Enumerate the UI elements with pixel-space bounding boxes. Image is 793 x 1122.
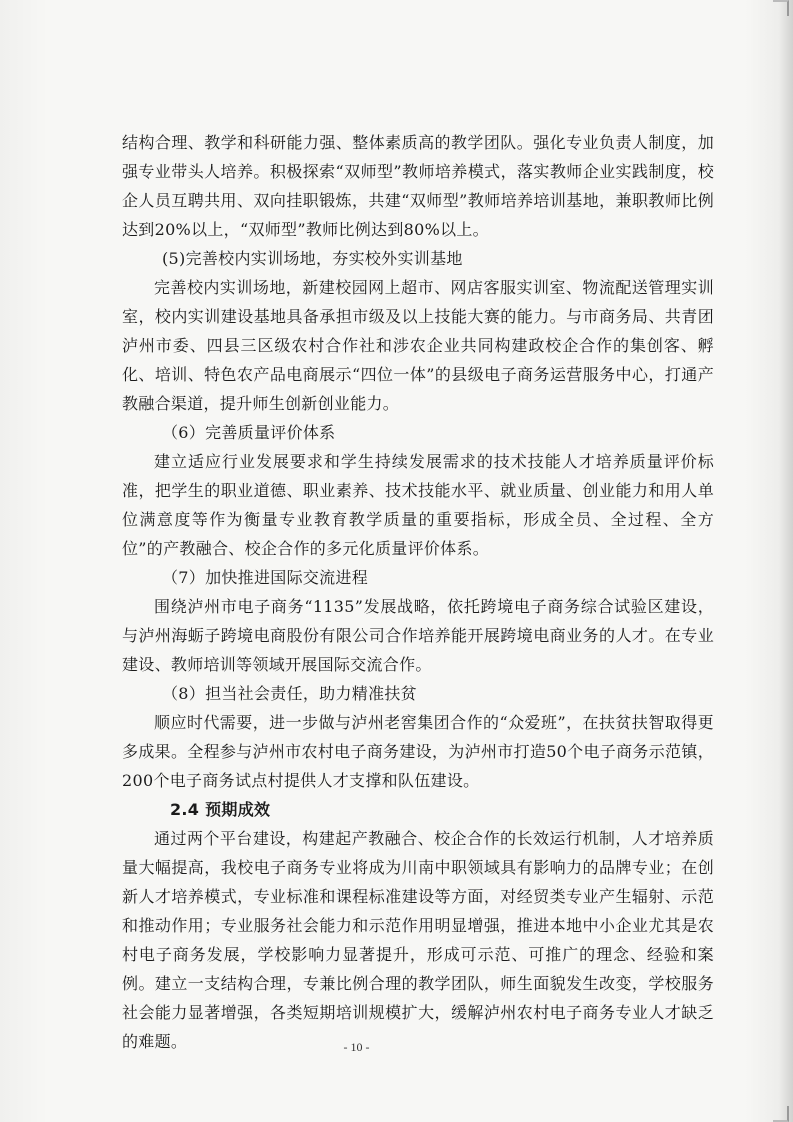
page-number: - 10 -	[343, 1040, 370, 1054]
paragraph-expected-results: 通过两个平台建设，构建起产教融合、校企合作的长效运行机制，人才培养质量大幅提高，我校电子商务专业将成为川南中职领域具有影响力的品牌专业；在创新人才培养模式，专业标准和课程标准建设等方面，对经贸类专业产生辐射、示范和推动作用；专业服务社会能力和示范作用明显增强，推进本地中小企业尤其是农村电子商务发展，学校影响力显著提升，形成可示范、可推广的理念、经验和案例。建立一支结构合理，专兼比例合理的教学团队，师生面貌发生改变，学校服务社会能力显著增强，各类短期培训规模扩大，缓解泸州农村电子商务专业人才缺乏的难题。	[122, 829, 714, 1051]
subheading-social-responsibility: （8）担当社会责任，助力精准扶贫	[162, 684, 417, 703]
section-heading-expected-results: 2.4 预期成效	[170, 800, 271, 819]
subheading-training-base: (5)完善校内实训场地，夯实校外实训基地	[162, 249, 463, 268]
paragraph-teaching-team-cont: 结构合理、教学和科研能力强、整体素质高的教学团队。强化专业负责人制度，加强专业带头人培养。积极探索“双师型”教师培养模式，落实教师企业实践制度，校企人员互聘共用、双向挂职锻炼，共建“双师型”教师培养培训基地，兼职教师比例达到20%以上，“双师型”教师比例达到80%以上。	[122, 133, 714, 239]
scan-corner-mark-bottom	[773, 1106, 789, 1122]
paragraph-social-responsibility: 顺应时代需要，进一步做与泸州老窖集团合作的“众爱班”，在扶贫扶智取得更多成果。全程参与泸州市农村电子商务建设，为泸州市打造50个电子商务示范镇，200个电子商务试点村提供人才支撑和队伍建设。	[122, 713, 714, 790]
scan-corner-mark-top	[773, 0, 789, 16]
paragraph-training-base: 完善校内实训场地，新建校园网上超市、网店客服实训室、物流配送管理实训室，校内实训建设基地具备承担市级及以上技能大赛的能力。与市商务局、共青团泸州市委、四县三区级农村合作社和涉农企业共同构建政校企合作的集创客、孵化、培训、特色农产品电商展示“四位一体”的县级电子商务运营服务中心，打通产教融合渠道，提升师生创新创业能力。	[122, 278, 714, 413]
paragraph-quality-evaluation: 建立适应行业发展要求和学生持续发展需求的技术技能人才培养质量评价标准，把学生的职业道德、职业素养、技术技能水平、就业质量、创业能力和用人单位满意度等作为衡量专业教育教学质量的重要指标，形成全员、全过程、全方位”的产教融合、校企合作的多元化质量评价体系。	[122, 452, 714, 558]
paragraph-international-exchange: 围绕泸州市电子商务“1135”发展战略，依托跨境电子商务综合试验区建设，与泸州海蛎子跨境电商股份有限公司合作培养能开展跨境电商业务的人才。在专业建设、教师培训等领域开展国际交流合作。	[122, 597, 714, 674]
page-edge-shadow	[779, 0, 793, 1122]
document-body	[122, 128, 714, 1056]
subheading-international-exchange: （7）加快推进国际交流进程	[162, 568, 369, 587]
subheading-quality-evaluation: （6）完善质量评价体系	[162, 423, 336, 442]
